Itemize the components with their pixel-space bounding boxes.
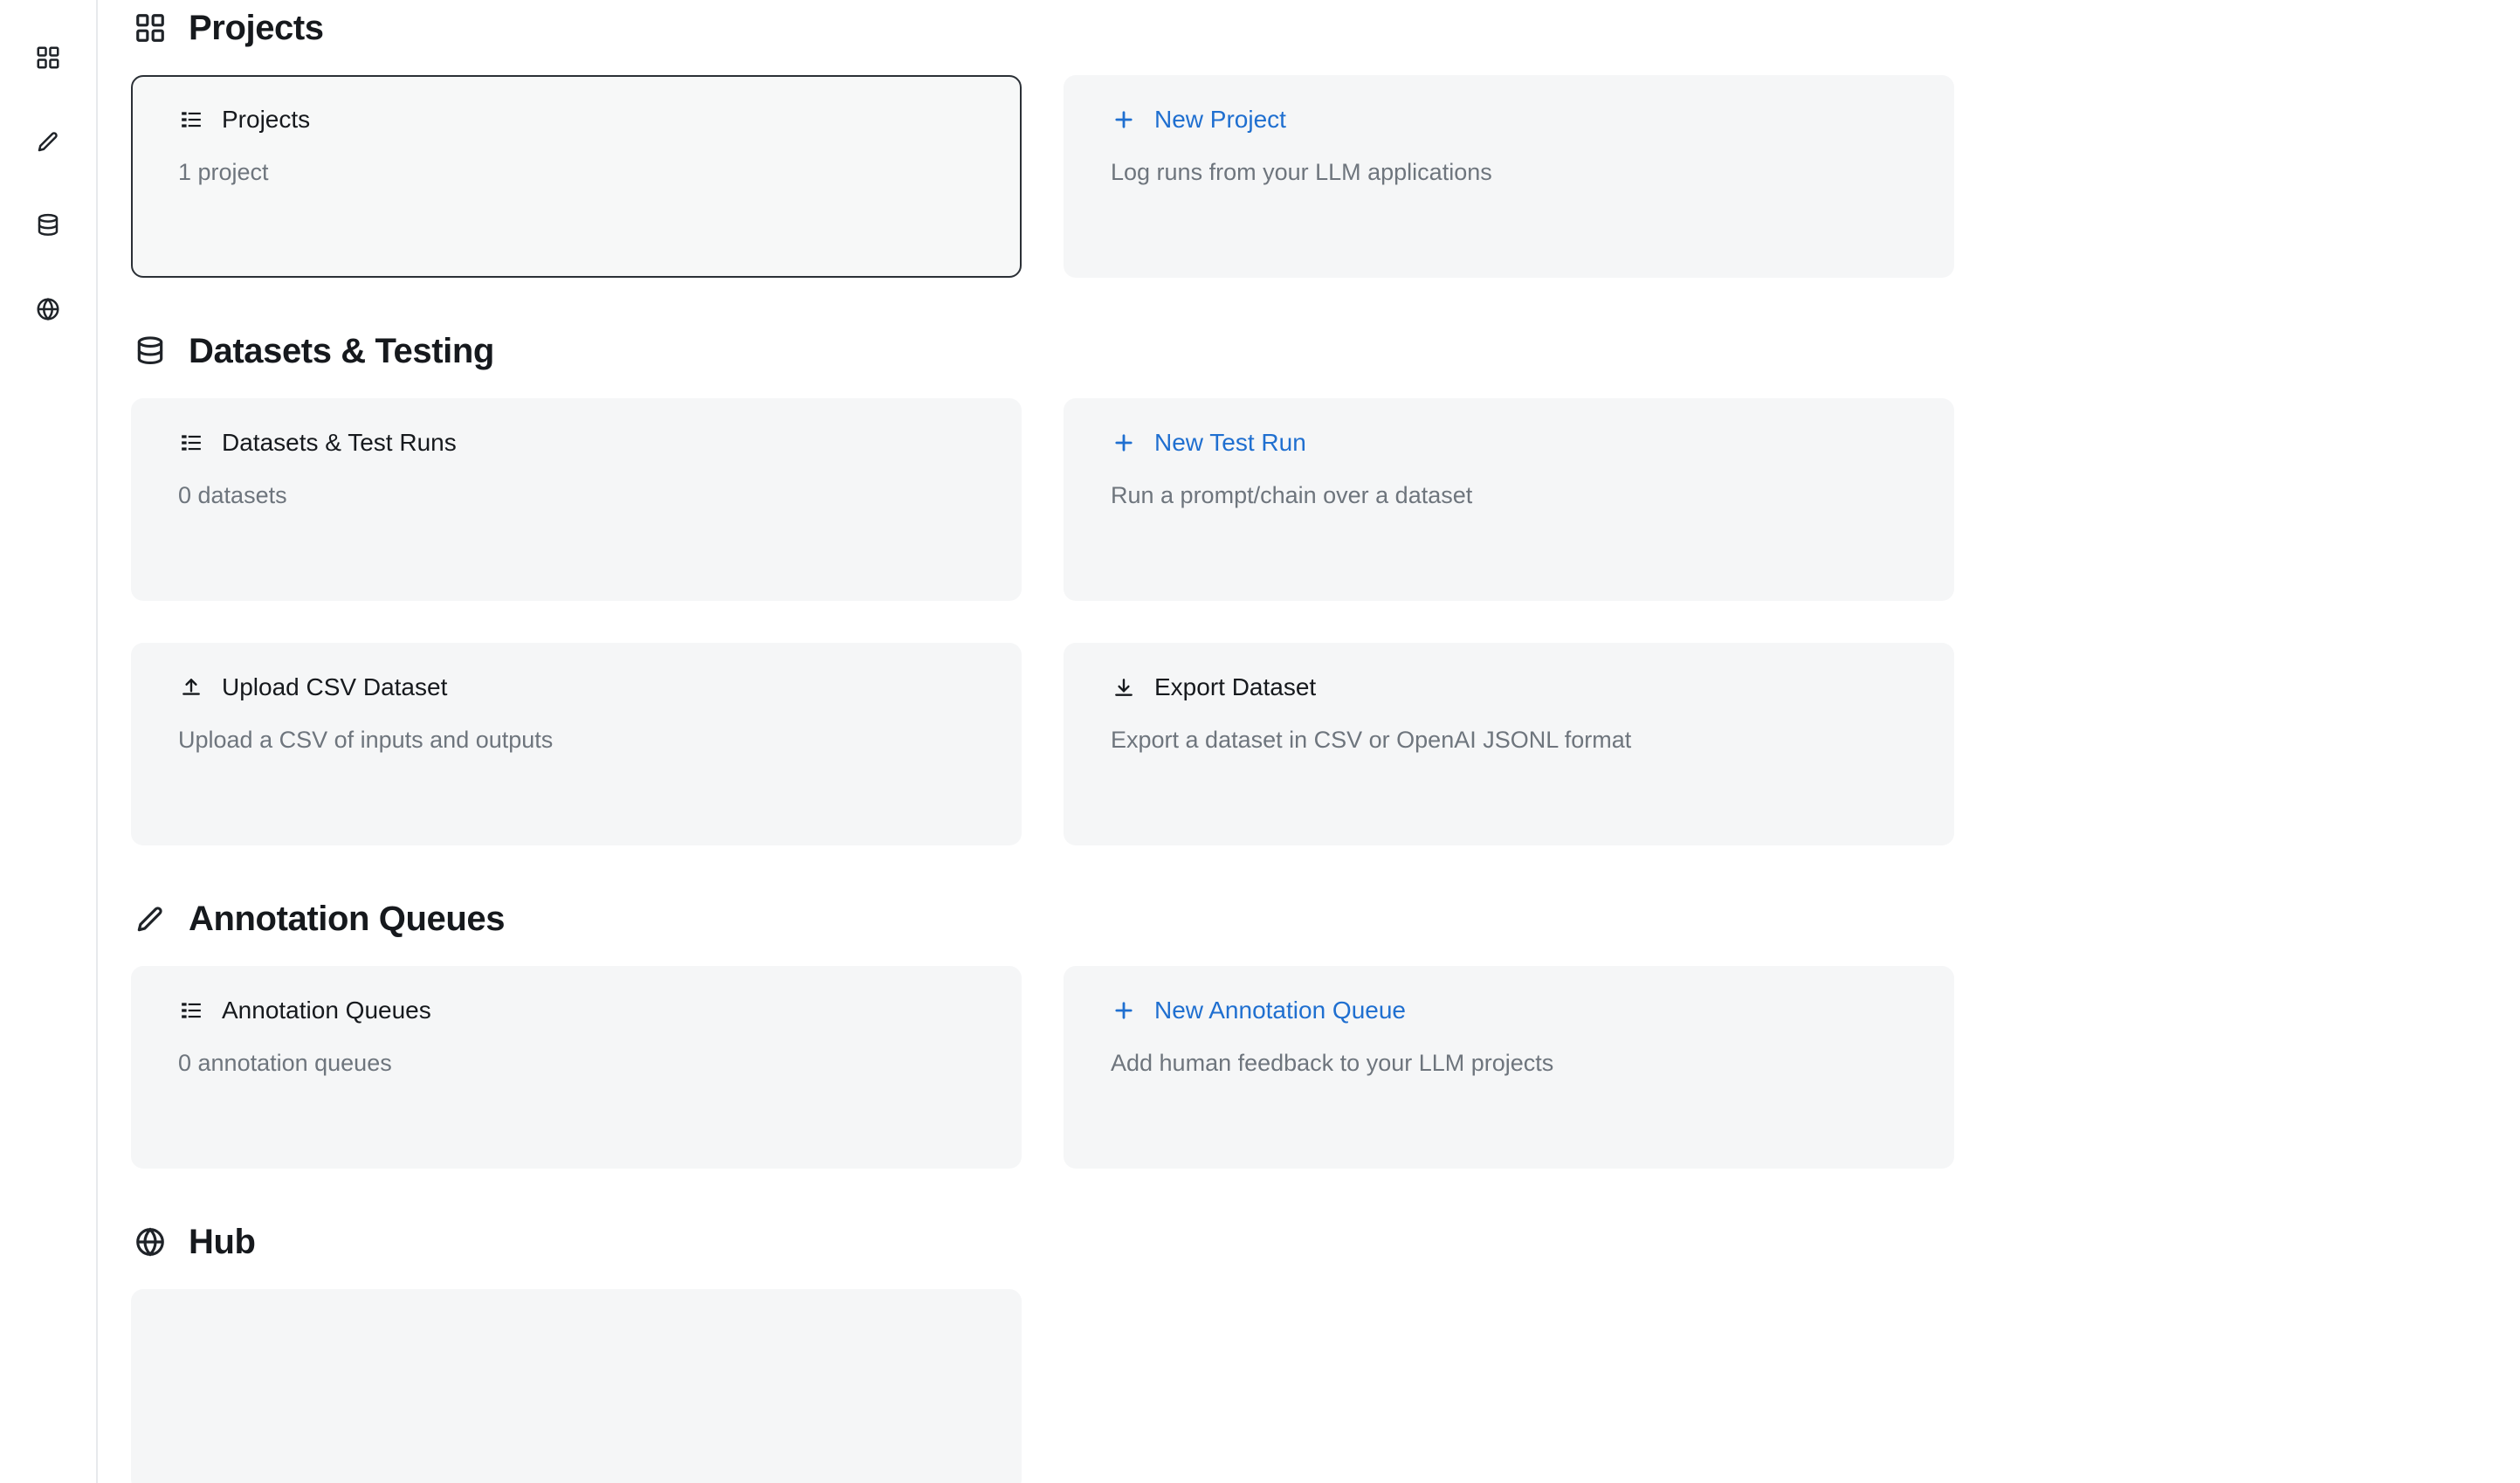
card-title bbox=[1111, 673, 1952, 702]
section-annotation-queues bbox=[131, 891, 2520, 1169]
datasets-rail-icon[interactable] bbox=[25, 203, 71, 248]
list-icon bbox=[178, 430, 204, 456]
left-rail bbox=[0, 0, 98, 1483]
section-hub bbox=[131, 1214, 2520, 1483]
card-subtitle: 0 annotation queues bbox=[178, 1050, 392, 1076]
card-title-label: Export Dataset bbox=[1154, 673, 1317, 700]
card-title-label: Annotation Queues bbox=[222, 997, 431, 1024]
card-grid-projects bbox=[131, 75, 2520, 278]
section-header-annotation-queues bbox=[131, 891, 2520, 940]
section-header-datasets bbox=[131, 323, 2520, 372]
annotation-rail-icon[interactable] bbox=[25, 119, 71, 164]
upload-icon bbox=[178, 674, 204, 700]
pencil-icon bbox=[35, 128, 61, 155]
annotation-queues-card[interactable] bbox=[131, 966, 1022, 1169]
card-title-label: Projects bbox=[222, 106, 311, 133]
plus-icon bbox=[1111, 997, 1137, 1024]
section-title: Hub bbox=[189, 1223, 256, 1261]
grid-icon bbox=[35, 45, 61, 71]
hub-rail-icon[interactable] bbox=[25, 286, 71, 332]
new-annotation-queue-card[interactable] bbox=[1064, 966, 1954, 1169]
card-title bbox=[1111, 996, 1952, 1025]
card-title bbox=[178, 996, 1020, 1025]
card-subtitle: 1 project bbox=[178, 159, 269, 185]
section-title: Datasets & Testing bbox=[189, 332, 494, 370]
globe-icon bbox=[35, 296, 61, 322]
card-grid-hub bbox=[131, 1289, 2520, 1483]
section-projects bbox=[131, 0, 2520, 278]
card-title bbox=[178, 428, 1020, 458]
section-title: Annotation Queues bbox=[189, 900, 506, 938]
card-title bbox=[1111, 105, 1952, 135]
card-subtitle: Run a prompt/chain over a dataset bbox=[1111, 482, 1473, 508]
projects-card[interactable] bbox=[131, 75, 1022, 278]
card-subtitle: Export a dataset in CSV or OpenAI JSONL format bbox=[1111, 727, 1632, 753]
section-datasets bbox=[131, 323, 2520, 845]
globe-icon bbox=[131, 1223, 169, 1261]
hub-card-partial[interactable] bbox=[131, 1289, 1022, 1483]
page-title: Projects bbox=[189, 9, 324, 47]
projects-rail-icon[interactable] bbox=[25, 35, 71, 80]
card-title-label: Upload CSV Dataset bbox=[222, 673, 448, 700]
card-title bbox=[178, 673, 1020, 702]
card-title-label: Datasets & Test Runs bbox=[222, 429, 457, 456]
grid-icon bbox=[131, 9, 169, 47]
download-icon bbox=[1111, 674, 1137, 700]
new-project-card[interactable] bbox=[1064, 75, 1954, 278]
card-title-label: New Annotation Queue bbox=[1154, 997, 1406, 1024]
plus-icon bbox=[1111, 107, 1137, 133]
card-subtitle: Log runs from your LLM applications bbox=[1111, 159, 1492, 185]
database-icon bbox=[35, 212, 61, 238]
list-icon bbox=[178, 997, 204, 1024]
new-test-run-card[interactable] bbox=[1064, 398, 1954, 601]
card-title bbox=[178, 105, 1020, 135]
card-grid-datasets bbox=[131, 398, 2520, 845]
export-dataset-card[interactable] bbox=[1064, 643, 1954, 845]
list-icon bbox=[178, 107, 204, 133]
section-header-projects bbox=[131, 0, 2520, 49]
section-header-hub bbox=[131, 1214, 2520, 1263]
pencil-icon bbox=[131, 900, 169, 938]
card-title bbox=[1111, 428, 1952, 458]
upload-csv-dataset-card[interactable] bbox=[131, 643, 1022, 845]
card-subtitle: Upload a CSV of inputs and outputs bbox=[178, 727, 554, 753]
main-content bbox=[98, 0, 2520, 1483]
plus-icon bbox=[1111, 430, 1137, 456]
card-title-label: New Test Run bbox=[1154, 429, 1306, 456]
card-title-label: New Project bbox=[1154, 106, 1286, 133]
card-subtitle: Add human feedback to your LLM projects bbox=[1111, 1050, 1554, 1076]
card-subtitle: 0 datasets bbox=[178, 482, 287, 508]
datasets-test-runs-card[interactable] bbox=[131, 398, 1022, 601]
database-icon bbox=[131, 332, 169, 370]
card-grid-annotation-queues bbox=[131, 966, 2520, 1169]
